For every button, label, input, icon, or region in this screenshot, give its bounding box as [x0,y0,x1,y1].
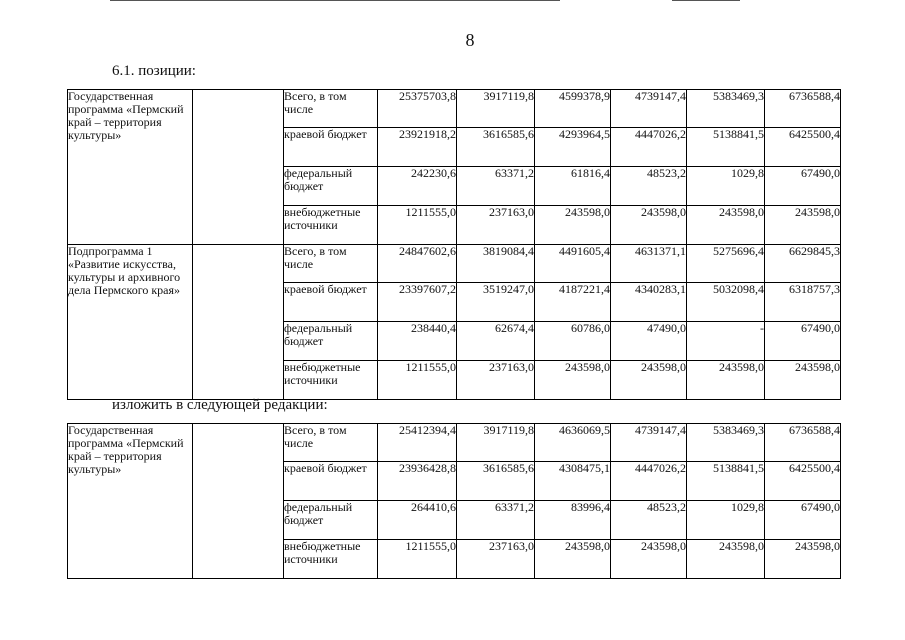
value-cell: 243598,0 [611,540,687,579]
value-cell: 3917119,8 [457,90,535,128]
empty-cell [193,245,284,400]
value-cell: 237163,0 [457,206,535,245]
value-cell: - [687,322,765,361]
value-cell: 6629845,3 [765,245,841,283]
value-cell: 5138841,5 [687,128,765,167]
funding-source-cell: Всего, в том числе [284,424,378,462]
funding-source-cell: Всего, в том числе [284,90,378,128]
value-cell: 67490,0 [765,322,841,361]
table-row [68,424,841,462]
program-name-cell: Государственная программа «Пермский край – территория культуры» [68,424,193,579]
value-cell: 48523,2 [611,501,687,540]
value-cell: 243598,0 [535,361,611,400]
value-cell: 3616585,6 [457,462,535,501]
value-cell: 4187221,4 [535,283,611,322]
value-cell: 63371,2 [457,167,535,206]
value-cell: 5383469,3 [687,424,765,462]
value-cell: 5032098,4 [687,283,765,322]
value-cell: 243598,0 [535,540,611,579]
value-cell: 4631371,1 [611,245,687,283]
value-cell: 61816,4 [535,167,611,206]
new-budget-table [67,423,841,579]
funding-source-cell: Всего, в том числе [284,245,378,283]
value-cell: 3519247,0 [457,283,535,322]
value-cell: 243598,0 [611,206,687,245]
section-heading: 6.1. позиции: [112,63,196,79]
value-cell: 1211555,0 [378,206,457,245]
value-cell: 4293964,5 [535,128,611,167]
value-cell: 237163,0 [457,540,535,579]
table-row [68,90,841,128]
old-budget-table [67,89,841,400]
value-cell: 3917119,8 [457,424,535,462]
value-cell: 243598,0 [535,206,611,245]
value-cell: 4447026,2 [611,462,687,501]
value-cell: 5383469,3 [687,90,765,128]
value-cell: 1029,8 [687,167,765,206]
value-cell: 4447026,2 [611,128,687,167]
table-row [68,245,841,283]
top-rule-right [672,0,740,1]
value-cell: 60786,0 [535,322,611,361]
value-cell: 6425500,4 [765,128,841,167]
value-cell: 3819084,4 [457,245,535,283]
value-cell: 24847602,6 [378,245,457,283]
funding-source-cell: внебюджетные источники [284,361,378,400]
value-cell: 4739147,4 [611,90,687,128]
funding-source-cell: внебюджетные источники [284,540,378,579]
value-cell: 3616585,6 [457,128,535,167]
value-cell: 1211555,0 [378,540,457,579]
value-cell: 264410,6 [378,501,457,540]
empty-cell [193,90,284,245]
value-cell: 25412394,4 [378,424,457,462]
value-cell: 243598,0 [687,206,765,245]
value-cell: 1029,8 [687,501,765,540]
value-cell: 242230,6 [378,167,457,206]
value-cell: 6736588,4 [765,90,841,128]
value-cell: 23921918,2 [378,128,457,167]
value-cell: 48523,2 [611,167,687,206]
value-cell: 47490,0 [611,322,687,361]
funding-source-cell: внебюджетные источники [284,206,378,245]
value-cell: 243598,0 [765,540,841,579]
value-cell: 6425500,4 [765,462,841,501]
funding-source-cell: краевой бюджет [284,462,378,501]
value-cell: 4599378,9 [535,90,611,128]
amendment-intro: изложить в следующей редакции: [112,397,328,413]
value-cell: 4491605,4 [535,245,611,283]
value-cell: 6318757,3 [765,283,841,322]
funding-source-cell: федеральный бюджет [284,167,378,206]
funding-source-cell: краевой бюджет [284,283,378,322]
value-cell: 83996,4 [535,501,611,540]
value-cell: 243598,0 [687,540,765,579]
program-name-cell: Государственная программа «Пермский край – территория культуры» [68,90,193,245]
value-cell: 238440,4 [378,322,457,361]
value-cell: 237163,0 [457,361,535,400]
top-rule-left [110,0,560,1]
value-cell: 25375703,8 [378,90,457,128]
value-cell: 23936428,8 [378,462,457,501]
funding-source-cell: федеральный бюджет [284,501,378,540]
value-cell: 243598,0 [611,361,687,400]
value-cell: 5138841,5 [687,462,765,501]
value-cell: 67490,0 [765,167,841,206]
value-cell: 1211555,0 [378,361,457,400]
subprogram-name-cell: Подпрограмма 1 «Развитие искусства, культуры и архивного дела Пермского края» [68,245,193,400]
value-cell: 67490,0 [765,501,841,540]
value-cell: 243598,0 [765,206,841,245]
funding-source-cell: федеральный бюджет [284,322,378,361]
value-cell: 5275696,4 [687,245,765,283]
value-cell: 4340283,1 [611,283,687,322]
value-cell: 62674,4 [457,322,535,361]
page-number: 8 [465,30,475,50]
value-cell: 243598,0 [687,361,765,400]
value-cell: 4636069,5 [535,424,611,462]
value-cell: 243598,0 [765,361,841,400]
value-cell: 4308475,1 [535,462,611,501]
value-cell: 23397607,2 [378,283,457,322]
value-cell: 4739147,4 [611,424,687,462]
funding-source-cell: краевой бюджет [284,128,378,167]
value-cell: 63371,2 [457,501,535,540]
value-cell: 6736588,4 [765,424,841,462]
empty-cell [193,424,284,579]
